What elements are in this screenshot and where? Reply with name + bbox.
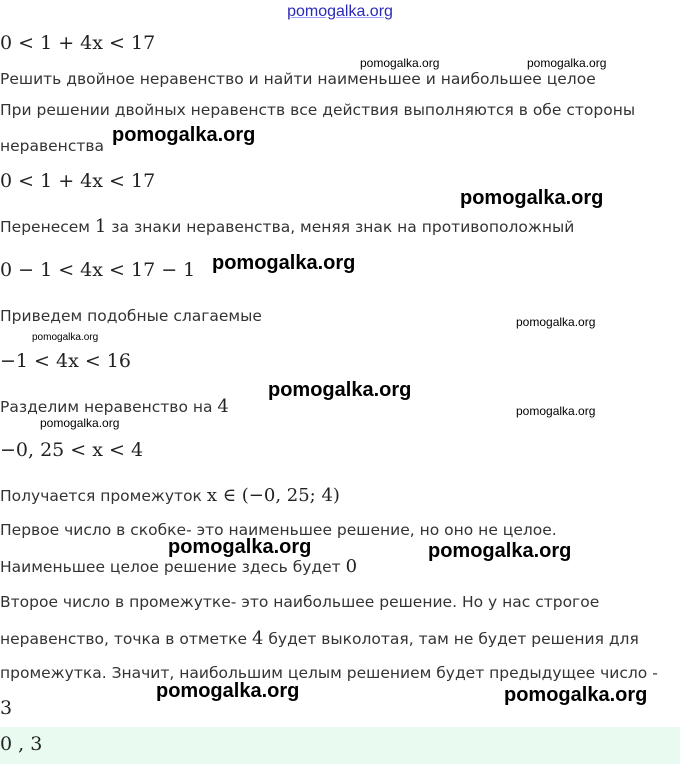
watermark: pomogalka.org xyxy=(516,315,596,329)
rule-text-line1: При решении двойных неравенств все действия выполняются в обе стороны xyxy=(0,101,636,119)
step1-number: 1 xyxy=(94,216,107,237)
watermark: pomogalka.org xyxy=(460,187,604,209)
watermark: pomogalka.org xyxy=(112,124,256,146)
watermark: pomogalka.org xyxy=(516,404,596,418)
second-line2-a: неравенство, точка в отметке xyxy=(0,630,252,648)
problem-inequality: 0 < 1 + 4x < 17 xyxy=(0,32,156,54)
step0-inequality: 0 < 1 + 4x < 17 xyxy=(0,170,156,192)
first-number-text: Первое число в скобке- это наименьшее решение, но оно не целое. xyxy=(0,521,557,539)
step2-text: Приведем подобные слагаемые xyxy=(0,307,262,325)
watermark: pomogalka.org xyxy=(428,540,572,562)
site-header xyxy=(0,0,680,24)
step3-text-a: Разделим неравенство на xyxy=(0,398,218,416)
step2-inequality: −1 < 4x < 16 xyxy=(0,350,131,372)
watermark: pomogalka.org xyxy=(156,680,300,702)
watermark: pomogalka.org xyxy=(527,56,607,70)
interval-label: Получается промежуток xyxy=(0,487,207,505)
second-number-line1: Второе число в промежутке- это наибольшее решение. Но у нас строгое xyxy=(0,593,600,611)
watermark: pomogalka.org xyxy=(32,332,99,343)
step1-inequality: 0 − 1 < 4x < 17 − 1 xyxy=(0,259,196,281)
second-number-line2 xyxy=(0,628,639,649)
rule-text-line2: неравенства xyxy=(0,137,104,155)
min-integer-text xyxy=(0,556,357,577)
watermark: pomogalka.org xyxy=(40,416,120,430)
step3-text xyxy=(0,396,229,417)
interval-math: x ∈ (−0, 25; 4) xyxy=(206,485,340,506)
site-header-link[interactable]: pomogalka.org xyxy=(287,3,393,20)
step1-text xyxy=(0,216,574,237)
answer-block xyxy=(0,727,680,764)
interval-text xyxy=(0,485,340,506)
second-number-line3: промежутка. Значит, наибольшим целым решением будет предыдущее число - xyxy=(0,664,658,682)
step1-text-a: Перенесем xyxy=(0,218,95,236)
task-text: Решить двойное неравенство и найти наименьшее и наибольшее целое xyxy=(0,70,596,88)
answer-value: 0 , 3 xyxy=(0,733,43,755)
second-line2-b: будет выколотая, там не будет решения для xyxy=(263,630,639,648)
watermark: pomogalka.org xyxy=(360,56,440,70)
watermark: pomogalka.org xyxy=(268,379,412,401)
watermark: pomogalka.org xyxy=(504,684,648,706)
step1-text-b: за знаки неравенства, меняя знак на противоположный xyxy=(106,218,575,236)
second-line2-number: 4 xyxy=(251,628,264,649)
min-integer-value: 0 xyxy=(345,556,358,577)
watermark: pomogalka.org xyxy=(168,536,312,558)
step3-number: 4 xyxy=(217,396,229,417)
max-integer-value: 3 xyxy=(0,697,13,719)
min-integer-label: Наименьшее целое решение здесь будет xyxy=(0,558,346,576)
step3-inequality: −0, 25 < x < 4 xyxy=(0,439,144,461)
watermark: pomogalka.org xyxy=(212,252,356,274)
